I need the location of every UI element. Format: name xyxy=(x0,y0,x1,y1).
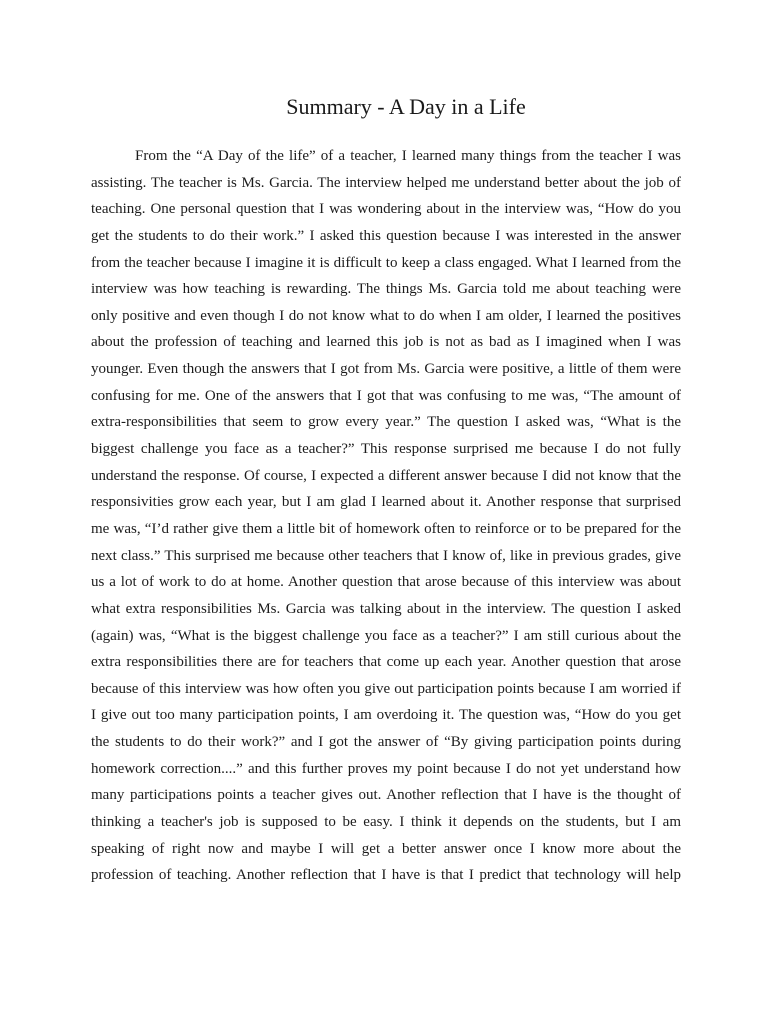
text-line: extra responsibilities there are for teachers that come up each year. Another question that arose xyxy=(91,654,681,671)
text-line: understand the response. Of course, I expected a different answer because I did not know that the xyxy=(91,467,681,484)
text-line: next class.” This surprised me because other teachers that I know of, like in previous grades, give xyxy=(91,547,681,564)
body-paragraph xyxy=(91,143,681,889)
text-line: responsivities grow each year, but I am glad I learned about it. Another response that surprised xyxy=(91,494,681,511)
text-line: only positive and even though I do not know what to do when I am older, I learned the positives xyxy=(91,307,681,324)
text-line: From the “A Day of the life” of a teacher, I learned many things from the teacher I was xyxy=(135,148,681,164)
text-line: me was, “I’d rather give them a little bit of homework often to reinforce or to be prepared for the xyxy=(91,520,681,537)
text-line: thinking a teacher's job is supposed to be easy. I think it depends on the students, but I am xyxy=(91,814,681,831)
text-line: profession of teaching. Another reflection that I have is that I predict that technology will help xyxy=(91,867,681,884)
text-line: younger. Even though the answers that I got from Ms. Garcia were positive, a little of them were xyxy=(91,361,681,378)
text-line: biggest challenge you face as a teacher?” This response surprised me because I do not fully xyxy=(91,441,681,458)
text-line: many participations points a teacher gives out. Another reflection that I have is the thought of xyxy=(91,787,681,804)
text-line: us a lot of work to do at home. Another question that arose because of this interview was about xyxy=(91,574,681,591)
text-line: the students to do their work?” and I got the answer of “By giving participation points during xyxy=(91,734,681,751)
text-line: I give out too many participation points, I am overdoing it. The question was, “How do you get xyxy=(91,707,681,724)
document-title: Summary - A Day in a Life xyxy=(286,94,526,119)
text-line: speaking of right now and maybe I will get a better answer once I know more about the xyxy=(91,840,681,857)
text-line: (again) was, “What is the biggest challenge you face as a teacher?” I am still curious about the xyxy=(91,627,681,644)
text-line: get the students to do their work.” I asked this question because I was interested in the answer xyxy=(91,227,681,244)
text-line: interview was how teaching is rewarding. The things Ms. Garcia told me about teaching were xyxy=(91,281,681,298)
text-line: extra-responsibilities that seem to grow every year.” The question I asked was, “What is the xyxy=(91,414,681,431)
text-line: confusing for me. One of the answers that I got that was confusing to me was, “The amount of xyxy=(91,387,681,404)
text-line: from the teacher because I imagine it is difficult to keep a class engaged. What I learned from the xyxy=(91,254,681,271)
text-line: teaching. One personal question that I was wondering about in the interview was, “How do you xyxy=(91,201,681,218)
text-line: about the profession of teaching and learned this job is not as bad as I imagined when I was xyxy=(91,334,681,351)
text-line: what extra responsibilities Ms. Garcia was talking about in the interview. The question I asked xyxy=(91,600,681,617)
text-line: homework correction....” and this further proves my point because I do not yet understand how xyxy=(91,760,681,777)
text-line: assisting. The teacher is Ms. Garcia. The interview helped me understand better about the job of xyxy=(91,174,681,191)
text-line: because of this interview was how often you give out participation points because I am worried if xyxy=(91,680,681,697)
